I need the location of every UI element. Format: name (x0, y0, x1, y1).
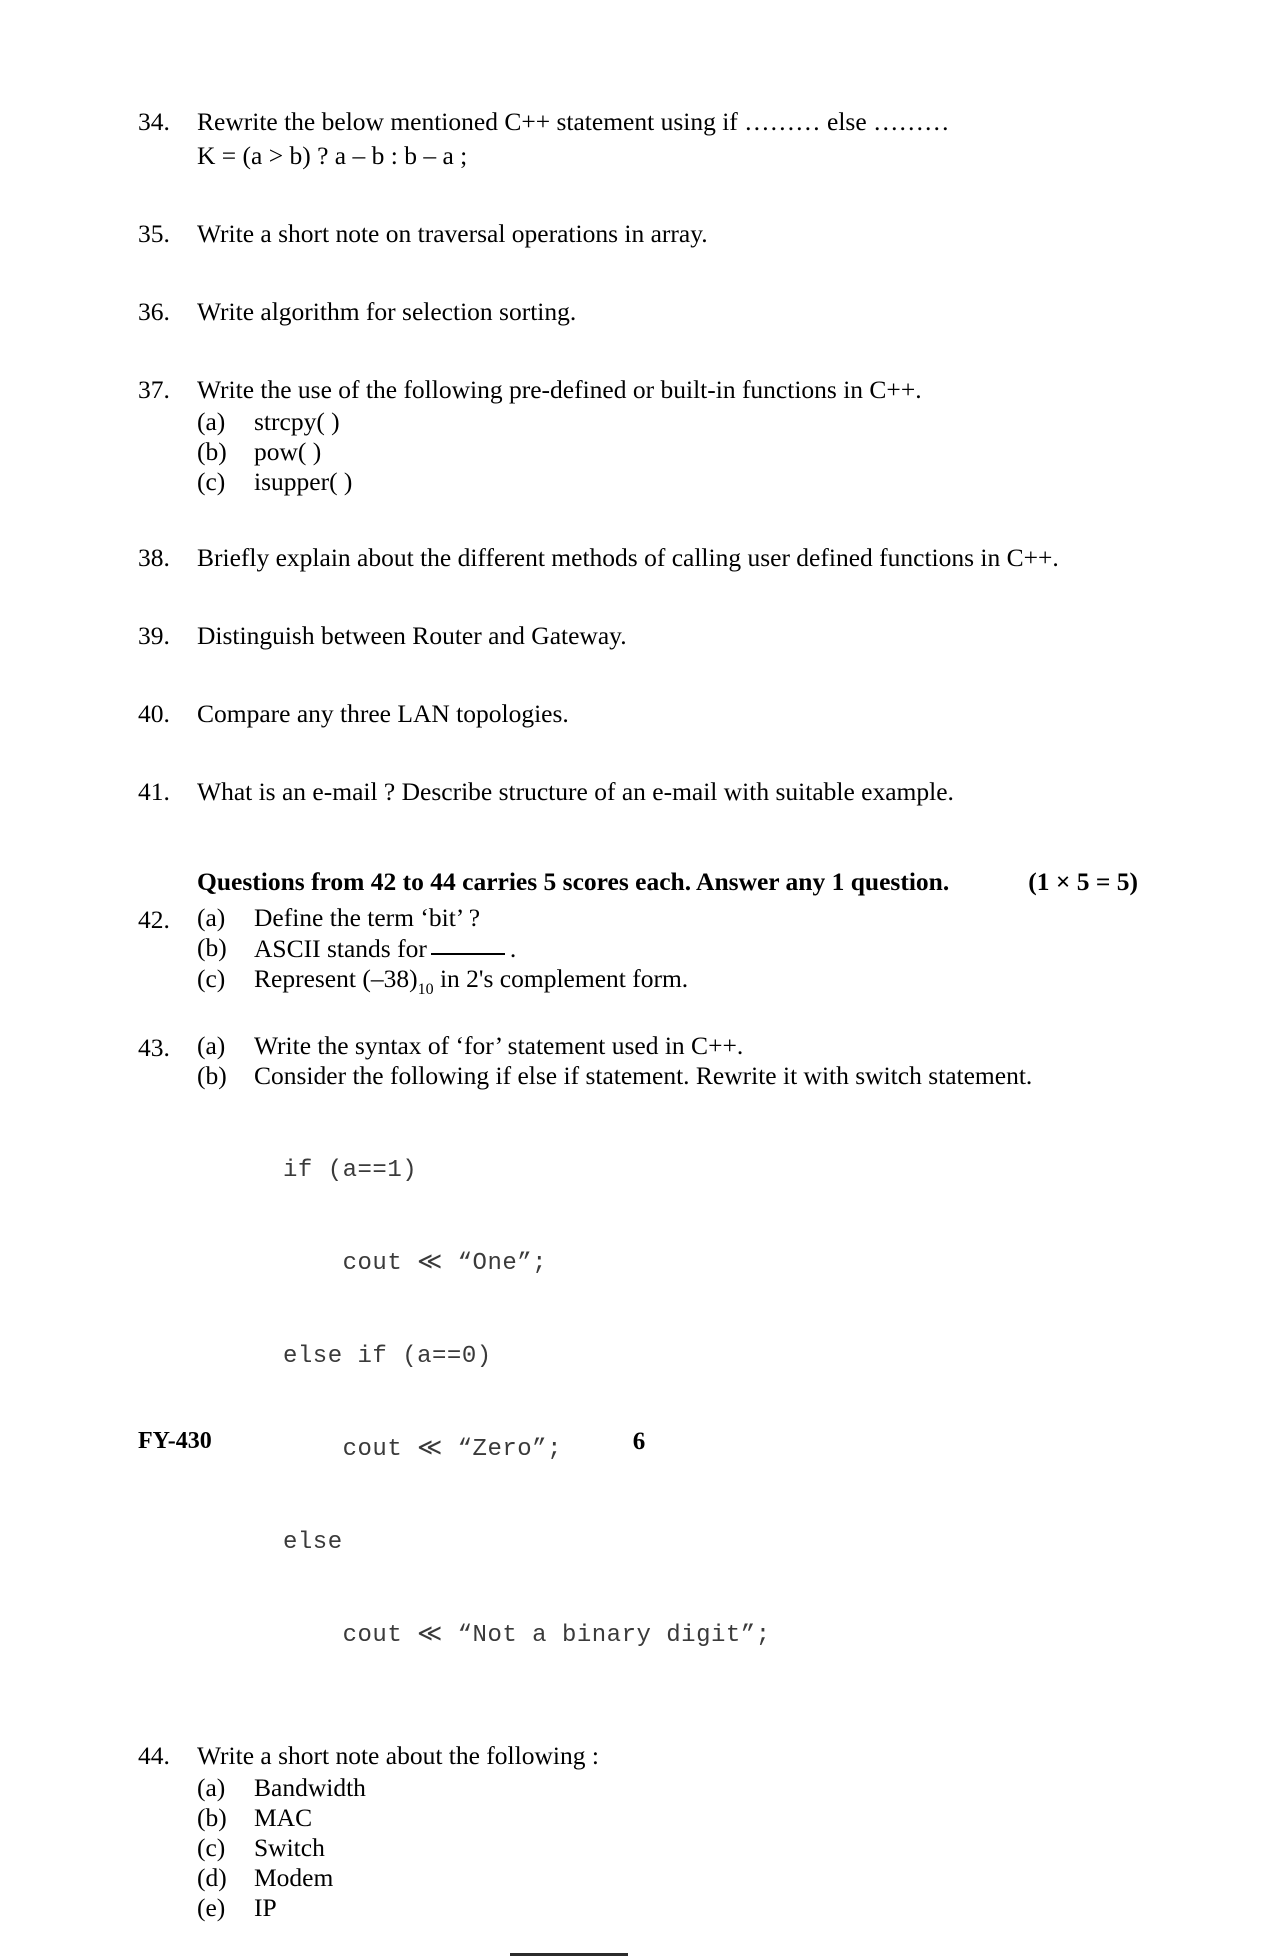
question-37 (138, 373, 1140, 497)
spacer (138, 761, 1140, 775)
sub-item (197, 407, 1140, 437)
question-text (197, 295, 1140, 329)
sub-item (197, 933, 1140, 964)
sub-item (197, 903, 1140, 933)
spacer (138, 203, 1140, 217)
question-text (197, 619, 1140, 653)
sub-item-text: pow( ) (254, 437, 322, 466)
spacer (138, 1713, 1140, 1739)
code-line: cout ≪ “Zero”; (283, 1436, 562, 1463)
question-text (197, 1031, 1140, 1713)
section-instruction (138, 865, 1140, 899)
question-line: Rewrite the below mentioned C++ statement using if ……… else ……… (197, 107, 950, 136)
sub-item-label: (e) (197, 1893, 226, 1922)
question-text (197, 373, 1140, 497)
sub-item (197, 1773, 1140, 1803)
question-line: What is an e-mail ? Describe structure of an e-mail with suitable example. (197, 777, 954, 806)
sub-item (197, 1893, 1140, 1923)
code-line: else (283, 1529, 343, 1556)
spacer (138, 1005, 1140, 1031)
question-40 (138, 697, 1140, 731)
sub-item-label: (b) (197, 1803, 227, 1832)
code-line: cout ≪ “Not a binary digit”; (283, 1622, 771, 1649)
section-instruction-text: Questions from 42 to 44 carries 5 scores each. Answer any 1 question. (197, 867, 950, 896)
question-number: 38. (138, 543, 170, 572)
question-38 (138, 541, 1140, 575)
sub-item-text (254, 933, 1140, 964)
sub-item-text (254, 964, 1140, 1005)
sub-item-text: Write the syntax of ‘for’ statement used in C++. (254, 1031, 744, 1060)
page-number: 6 (632, 1428, 646, 1455)
sub-item (197, 1803, 1140, 1833)
question-text (197, 1739, 1140, 1923)
question-line: Write the use of the following pre-defined or built-in functions in C++. (197, 375, 922, 404)
code-line: if (a==1) (283, 1157, 418, 1184)
sub-item-text: Consider the following if else if statement. Rewrite it with switch statement. (254, 1061, 1033, 1090)
spacer (138, 527, 1140, 541)
question-34 (138, 105, 1140, 173)
spacer (138, 281, 1140, 295)
sub-item-text: Switch (254, 1833, 325, 1862)
question-line: Distinguish between Router and Gateway. (197, 621, 627, 650)
question-number: 43. (138, 1033, 170, 1062)
question-number: 41. (138, 777, 170, 806)
sub-item-text: Modem (254, 1863, 334, 1892)
question-text (197, 541, 1140, 575)
sub-item (197, 437, 1140, 467)
question-number: 37. (138, 375, 170, 404)
sub-item-text: Bandwidth (254, 1773, 366, 1802)
question-number: 36. (138, 297, 170, 326)
page-footer (138, 1428, 1140, 1455)
expression-subscript: 10 (417, 981, 434, 998)
spacer (138, 683, 1140, 697)
sub-item (197, 1833, 1140, 1863)
sub-item-text: Define the term ‘bit’ ? (254, 903, 481, 932)
sub-item-text: strcpy( ) (254, 407, 340, 436)
sub-item-label: (b) (197, 1061, 227, 1090)
question-number: 35. (138, 219, 170, 248)
question-36 (138, 295, 1140, 329)
question-text (197, 775, 1140, 809)
sub-item (197, 1031, 1140, 1061)
question-number: 34. (138, 107, 170, 136)
fill-in-blank[interactable] (431, 933, 505, 955)
sub-item-label: (c) (197, 467, 226, 496)
question-line: Briefly explain about the different methods of calling user defined functions in C++. (197, 543, 1059, 572)
question-number: 42. (138, 905, 170, 934)
sub-item-text: MAC (254, 1803, 313, 1832)
sub-item (197, 964, 1140, 1005)
sub-item-label: (a) (197, 1031, 226, 1060)
question-number: 44. (138, 1741, 170, 1770)
expression-base: Represent (–38) (254, 964, 418, 993)
sub-item (197, 1863, 1140, 1893)
question-line: Write a short note on traversal operations in array. (197, 219, 708, 248)
spacer (138, 605, 1140, 619)
sub-item (197, 1061, 1140, 1091)
question-line: Write algorithm for selection sorting. (197, 297, 577, 326)
sub-item-label: (c) (197, 1833, 226, 1862)
question-text (197, 217, 1140, 251)
question-35 (138, 217, 1140, 251)
question-42 (138, 903, 1140, 1005)
sub-item (197, 467, 1140, 497)
question-line: K = (a > b) ? a – b : b – a ; (197, 141, 468, 170)
question-text (197, 697, 1140, 731)
sub-item-text: isupper( ) (254, 467, 353, 496)
fill-blank-prefix: ASCII stands for (254, 934, 427, 963)
sub-item-label: (b) (197, 933, 227, 962)
question-text (197, 903, 1140, 1005)
fill-blank-suffix: . (509, 934, 517, 963)
expression-tail: in 2's complement form. (433, 964, 689, 993)
sub-item-label: (b) (197, 437, 227, 466)
question-line: Write a short note about the following : (197, 1741, 599, 1770)
spacer (138, 359, 1140, 373)
question-39 (138, 619, 1140, 653)
question-line: Compare any three LAN topologies. (197, 699, 569, 728)
code-line: cout ≪ “One”; (283, 1250, 548, 1277)
sub-item-label: (a) (197, 903, 226, 932)
section-marks: (1 × 5 = 5) (1028, 867, 1138, 896)
code-block (283, 1093, 1140, 1713)
paper-code: FY-430 (138, 1428, 212, 1454)
sub-item-label: (a) (197, 407, 226, 436)
question-44 (138, 1739, 1140, 1923)
sub-item-label: (a) (197, 1773, 226, 1802)
sub-item-label: (d) (197, 1863, 227, 1892)
spacer (138, 839, 1140, 865)
sub-item-label: (c) (197, 964, 226, 993)
question-43 (138, 1031, 1140, 1713)
question-41 (138, 775, 1140, 809)
question-number: 39. (138, 621, 170, 650)
code-line: else if (a==0) (283, 1343, 492, 1370)
sub-item-text: IP (254, 1893, 277, 1922)
question-number: 40. (138, 699, 170, 728)
question-text (197, 105, 1140, 173)
